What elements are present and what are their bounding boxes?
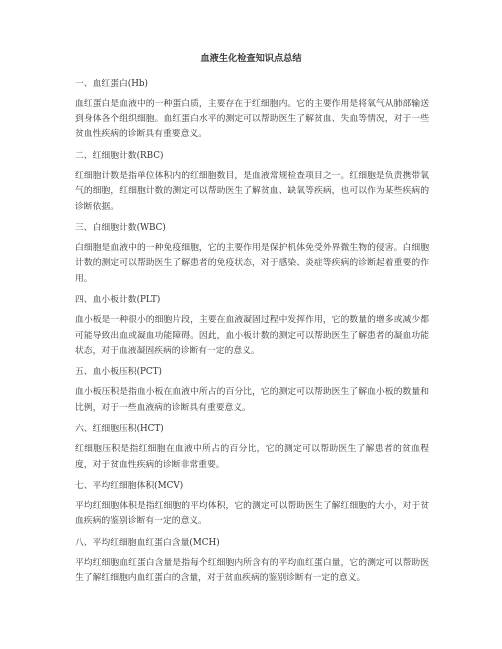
section-heading: 二、红细胞计数(RBC) <box>75 151 164 162</box>
section-wbc <box>75 222 429 287</box>
section-heading: 五、血小板压积(PCT) <box>75 367 162 378</box>
section-heading: 一、血红蛋白(Hb) <box>75 79 148 89</box>
section-paragraph: 血小板是一种很小的细胞片段，主要在血液凝固过程中发挥作用，它的数量的增多或减少都可能导致出血或凝血功能障碍。因此，血小板计数的测定可以帮助医生了解患者的凝血功能状态，对于血液凝固疾病的诊断有一定的意义。 <box>75 315 429 356</box>
section-rbc <box>75 150 429 215</box>
section-paragraph: 红细胞压积是指红细胞在血液中所占的百分比，它的测定可以帮助医生了解患者的贫血程度，对于贫血性疾病的诊断非常重要。 <box>75 444 429 470</box>
section-pct <box>75 366 429 415</box>
section-heading: 八、平均红细胞血红蛋白含量(MCH) <box>75 538 220 549</box>
document-content <box>75 78 429 594</box>
section-hb <box>75 78 429 143</box>
document-title: 血液生化检查知识点总结 <box>200 53 302 64</box>
section-paragraph: 血红蛋白是血液中的一种蛋白质，主要存在于红细胞内。它的主要作用是将氧气从肺部输送到身体各个组织细胞。血红蛋白水平的测定可以帮助医生了解贫血、失血等情况，对于一些贫血性疾病的诊断具有重要意义。 <box>75 99 429 140</box>
section-heading: 七、平均红细胞体积(MCV) <box>75 481 184 492</box>
section-paragraph: 平均红细胞血红蛋白含量是指每个红细胞内所含有的平均血红蛋白量，它的测定可以帮助医生了解红细胞内血红蛋白的含量，对于贫血疾病的鉴别诊断有一定的意义。 <box>75 558 429 584</box>
section-mcv <box>75 480 429 529</box>
section-heading: 六、红细胞压积(HCT) <box>75 424 164 435</box>
section-heading: 三、白细胞计数(WBC) <box>75 223 166 234</box>
section-mch <box>75 537 429 586</box>
section-paragraph: 红细胞计数是指单位体积内的红细胞数目，是血液常规检查项目之一。红细胞是负责携带氧气的细胞，红细胞计数的测定可以帮助医生了解贫血、缺氧等疾病，也可以作为某些疾病的诊断依据。 <box>75 171 429 212</box>
section-plt <box>75 294 429 359</box>
section-paragraph: 血小板压积是指血小板在血液中所占的百分比，它的测定可以帮助医生了解血小板的数量和比例，对于一些血液病的诊断具有重要意义。 <box>75 387 429 413</box>
section-paragraph: 白细胞是血液中的一种免疫细胞，它的主要作用是保护机体免受外界微生物的侵害。白细胞计数的测定可以帮助医生了解患者的免疫状态，对于感染、炎症等疾病的诊断起着重要的作用。 <box>75 243 429 284</box>
section-paragraph: 平均红细胞体积是指红细胞的平均体积，它的测定可以帮助医生了解红细胞的大小，对于贫血疾病的鉴别诊断有一定的意义。 <box>75 501 429 527</box>
section-hct <box>75 423 429 472</box>
section-heading: 四、血小板计数(PLT) <box>75 295 161 306</box>
